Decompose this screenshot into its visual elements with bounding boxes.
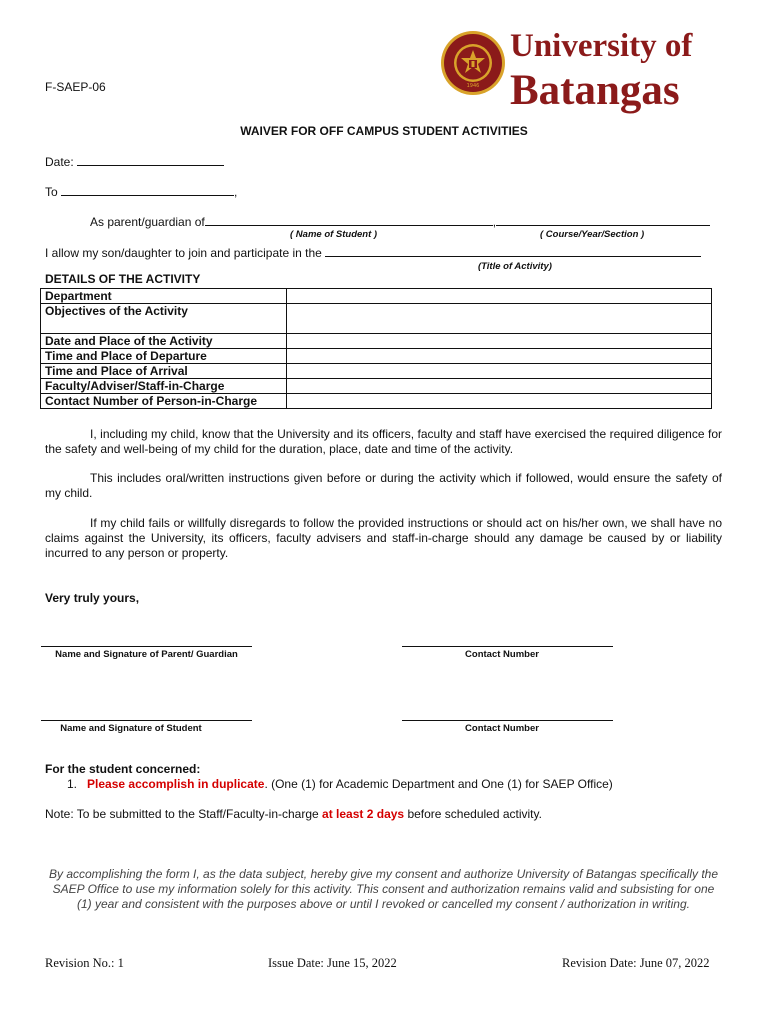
date-label: Date:: [45, 155, 74, 169]
table-row: [41, 394, 712, 409]
date-field[interactable]: [45, 154, 224, 169]
to-field[interactable]: [45, 184, 237, 199]
details-table: [40, 288, 712, 409]
table-row: [41, 349, 712, 364]
student-name-blank[interactable]: [205, 214, 493, 226]
row-label: Date and Place of the Activity: [41, 334, 287, 349]
details-heading: DETAILS OF THE ACTIVITY: [45, 272, 201, 286]
table-row: [41, 289, 712, 304]
course-blank[interactable]: [496, 214, 710, 226]
row-value-cell[interactable]: [287, 364, 712, 379]
activity-field[interactable]: [45, 245, 701, 260]
date-blank[interactable]: [77, 154, 224, 166]
row-value-cell[interactable]: [287, 289, 712, 304]
student-note-item: [67, 777, 613, 791]
course-hint: ( Course/Year/Section ): [540, 229, 645, 240]
table-row: [41, 379, 712, 394]
student-note-heading: For the student concerned:: [45, 762, 201, 776]
row-label: Objectives of the Activity: [41, 304, 287, 334]
paragraph-diligence: I, including my child, know that the University and its officers, faculty and staff have exercised the required diligence for the safety and well-being of my child for the duration, place, date and time of the activity.: [45, 427, 722, 456]
brand-line-2: Batangas: [510, 67, 680, 114]
name-hint: ( Name of Student ): [290, 229, 378, 240]
parent-signature-label: Name and Signature of Parent/ Guardian: [55, 649, 238, 660]
row-label: Time and Place of Departure: [41, 349, 287, 364]
row-value-cell[interactable]: [287, 349, 712, 364]
list-number: 1.: [67, 777, 78, 791]
contact-number-line-1[interactable]: [402, 646, 613, 647]
page-title: WAIVER FOR OFF CAMPUS STUDENT ACTIVITIES: [240, 124, 528, 138]
row-value-cell[interactable]: [287, 379, 712, 394]
to-blank[interactable]: [61, 184, 234, 196]
to-suffix: ,: [234, 185, 238, 199]
contact-number-line-2[interactable]: [402, 720, 613, 721]
parent-prefix: As parent/guardian of: [90, 215, 205, 229]
row-value-cell[interactable]: [287, 334, 712, 349]
contact-number-label-1: Contact Number: [465, 649, 539, 660]
university-seal-logo: [440, 30, 506, 101]
parent-field[interactable]: [90, 214, 710, 229]
row-value-cell[interactable]: [287, 304, 712, 334]
paragraph-instructions: This includes oral/written instructions given before or during the activity which if followed, would ensure the safety of my child.: [45, 471, 722, 500]
allow-text: I allow my son/daughter to join and participate in the: [45, 246, 322, 260]
table-row: [41, 364, 712, 379]
brand-line-1: University of: [510, 28, 693, 64]
note-suffix: before scheduled activity.: [404, 807, 542, 821]
row-label: Time and Place of Arrival: [41, 364, 287, 379]
seal-year: 1946: [466, 83, 480, 89]
revision-date: Revision Date: June 07, 2022: [562, 956, 710, 970]
table-row: [41, 304, 712, 334]
to-label: To: [45, 185, 58, 199]
note-prefix: Note: To be submitted to the Staff/Faculty-in-charge: [45, 807, 323, 821]
row-label: Contact Number of Person-in-Charge: [41, 394, 287, 409]
contact-number-label-2: Contact Number: [465, 723, 539, 734]
closing-text: Very truly yours,: [45, 591, 140, 605]
paragraph-no-claims: If my child fails or willfully disregards to follow the provided instructions or should act on his/her own, we shall have no claims against the University, its officers, faculty advisers and staff-in-charge should any damage be caused by or liability incurred to any person or property.: [45, 516, 722, 560]
duplicate-instruction: Please accomplish in duplicate: [87, 777, 265, 791]
table-row: [41, 334, 712, 349]
parent-comma: ,: [492, 215, 497, 229]
activity-hint: (Title of Activity): [478, 261, 552, 272]
activity-title-blank[interactable]: [325, 245, 701, 257]
note-deadline: at least 2 days: [322, 807, 405, 821]
row-label: Faculty/Adviser/Staff-in-Charge: [41, 379, 287, 394]
form-code: F-SAEP-06: [45, 80, 106, 94]
student-signature-label: Name and Signature of Student: [60, 723, 202, 734]
row-label: Department: [41, 289, 287, 304]
duplicate-detail: . (One (1) for Academic Department and One (1) for SAEP Office): [264, 777, 613, 791]
revision-number: Revision No.: 1: [45, 956, 124, 970]
parent-signature-line[interactable]: [41, 646, 252, 647]
student-signature-line[interactable]: [41, 720, 252, 721]
submission-note: [45, 807, 542, 821]
row-value-cell[interactable]: [287, 394, 712, 409]
consent-statement: By accomplishing the form I, as the data subject, hereby give my consent and authorize University of Batangas specifically the SAEP Office to use my information solely for this activity. This consent and authorization remains valid and subsisting for one (1) year and consistent with the purposes above or until I revoked or cancelled my consent / authorization in writing.: [48, 867, 718, 911]
issue-date: Issue Date: June 15, 2022: [268, 956, 397, 970]
